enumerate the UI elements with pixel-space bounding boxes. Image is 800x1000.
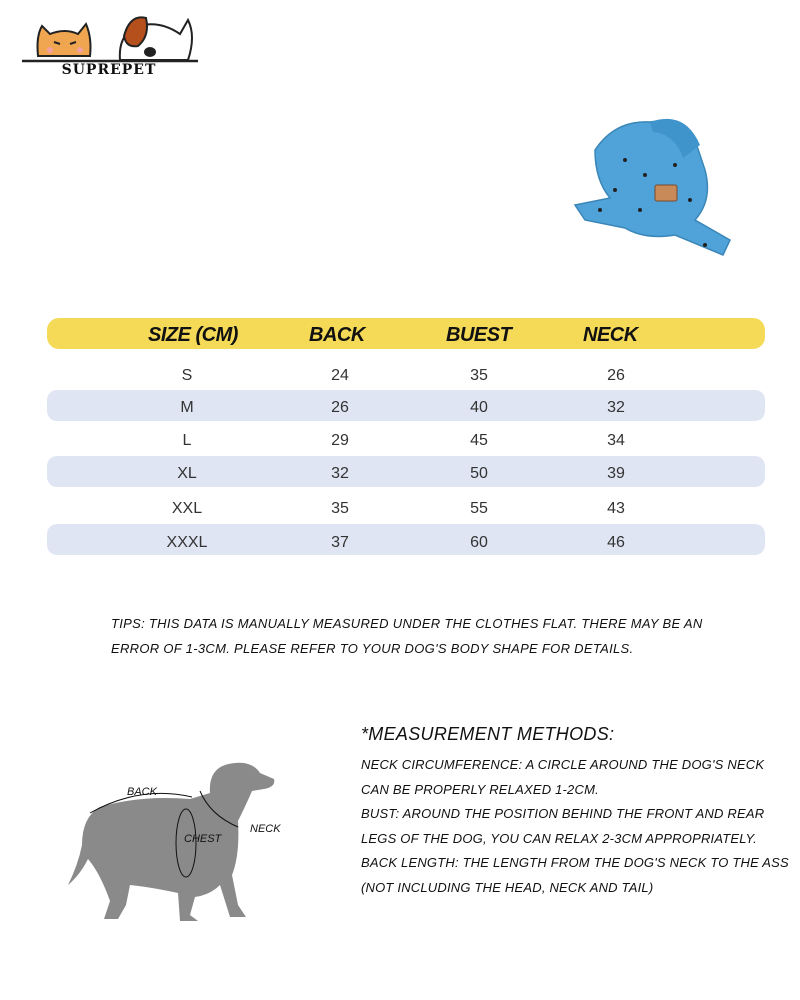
table-cell: 35 (470, 367, 488, 384)
header-bust: BUEST (446, 324, 512, 346)
label-back: BACK (127, 786, 157, 798)
table-cell: S (181, 367, 193, 384)
table-cell: 32 (331, 465, 349, 482)
table-cell: 37 (331, 534, 349, 551)
method-neck: NECK CIRCUMFERENCE: A CIRCLE AROUND THE DOG'S NECK CAN BE PROPERLY RELAXED 1-2CM. (361, 757, 765, 797)
table-cell: L (182, 432, 192, 449)
tips-text: TIPS: THIS DATA IS MANUALLY MEASURED UNDER THE CLOTHES FLAT. THERE MAY BE AN ERROR OF 1-3CM. PLEASE REFER TO YOUR DOG'S BODY SHAPE FOR DETAILS. (111, 616, 703, 656)
table-cell: 35 (331, 500, 349, 517)
methods-body (361, 753, 791, 900)
table-cell: 43 (607, 500, 625, 517)
table-cell: 26 (331, 399, 349, 416)
table-cell: 40 (470, 399, 488, 416)
header-back: BACK (309, 324, 365, 346)
table-cell: 26 (607, 367, 625, 384)
table-cell: XXXL (166, 534, 208, 551)
table-cell: XL (177, 465, 197, 482)
label-neck: NECK (250, 823, 281, 835)
table-cell: 46 (607, 534, 625, 551)
table-cell: 60 (470, 534, 488, 551)
header-neck: NECK (583, 324, 638, 346)
header-size: SIZE (CM) (148, 324, 238, 346)
table-cell: 24 (331, 367, 349, 384)
table-cell: 29 (331, 432, 349, 449)
dog-icon (120, 17, 192, 60)
dog-measurement-diagram (60, 755, 290, 925)
table-cell: 45 (470, 432, 488, 449)
table-cell: 34 (607, 432, 625, 449)
table-cell: XXL (171, 500, 203, 517)
method-back: BACK LENGTH: THE LENGTH FROM THE DOG'S NECK TO THE ASS (NOT INCLUDING THE HEAD, NECK AND TAIL) (361, 855, 789, 895)
table-cell: 39 (607, 465, 625, 482)
table-cell: 50 (470, 465, 488, 482)
label-chest: CHEST (184, 833, 222, 845)
table-cell: M (180, 399, 194, 416)
cat-icon (38, 24, 91, 56)
methods-title: *MEASUREMENT METHODS: (361, 724, 615, 744)
brand-name: SUPREPET (61, 62, 157, 78)
product-garment-image (555, 110, 745, 275)
dog-silhouette (68, 763, 274, 921)
table-cell: 32 (607, 399, 625, 416)
method-bust: BUST: AROUND THE POSITION BEHIND THE FRONT AND REAR LEGS OF THE DOG, YOU CAN RELAX 2-3CM APPROPRIATELY. (361, 806, 765, 846)
table-cell: 55 (470, 500, 488, 517)
